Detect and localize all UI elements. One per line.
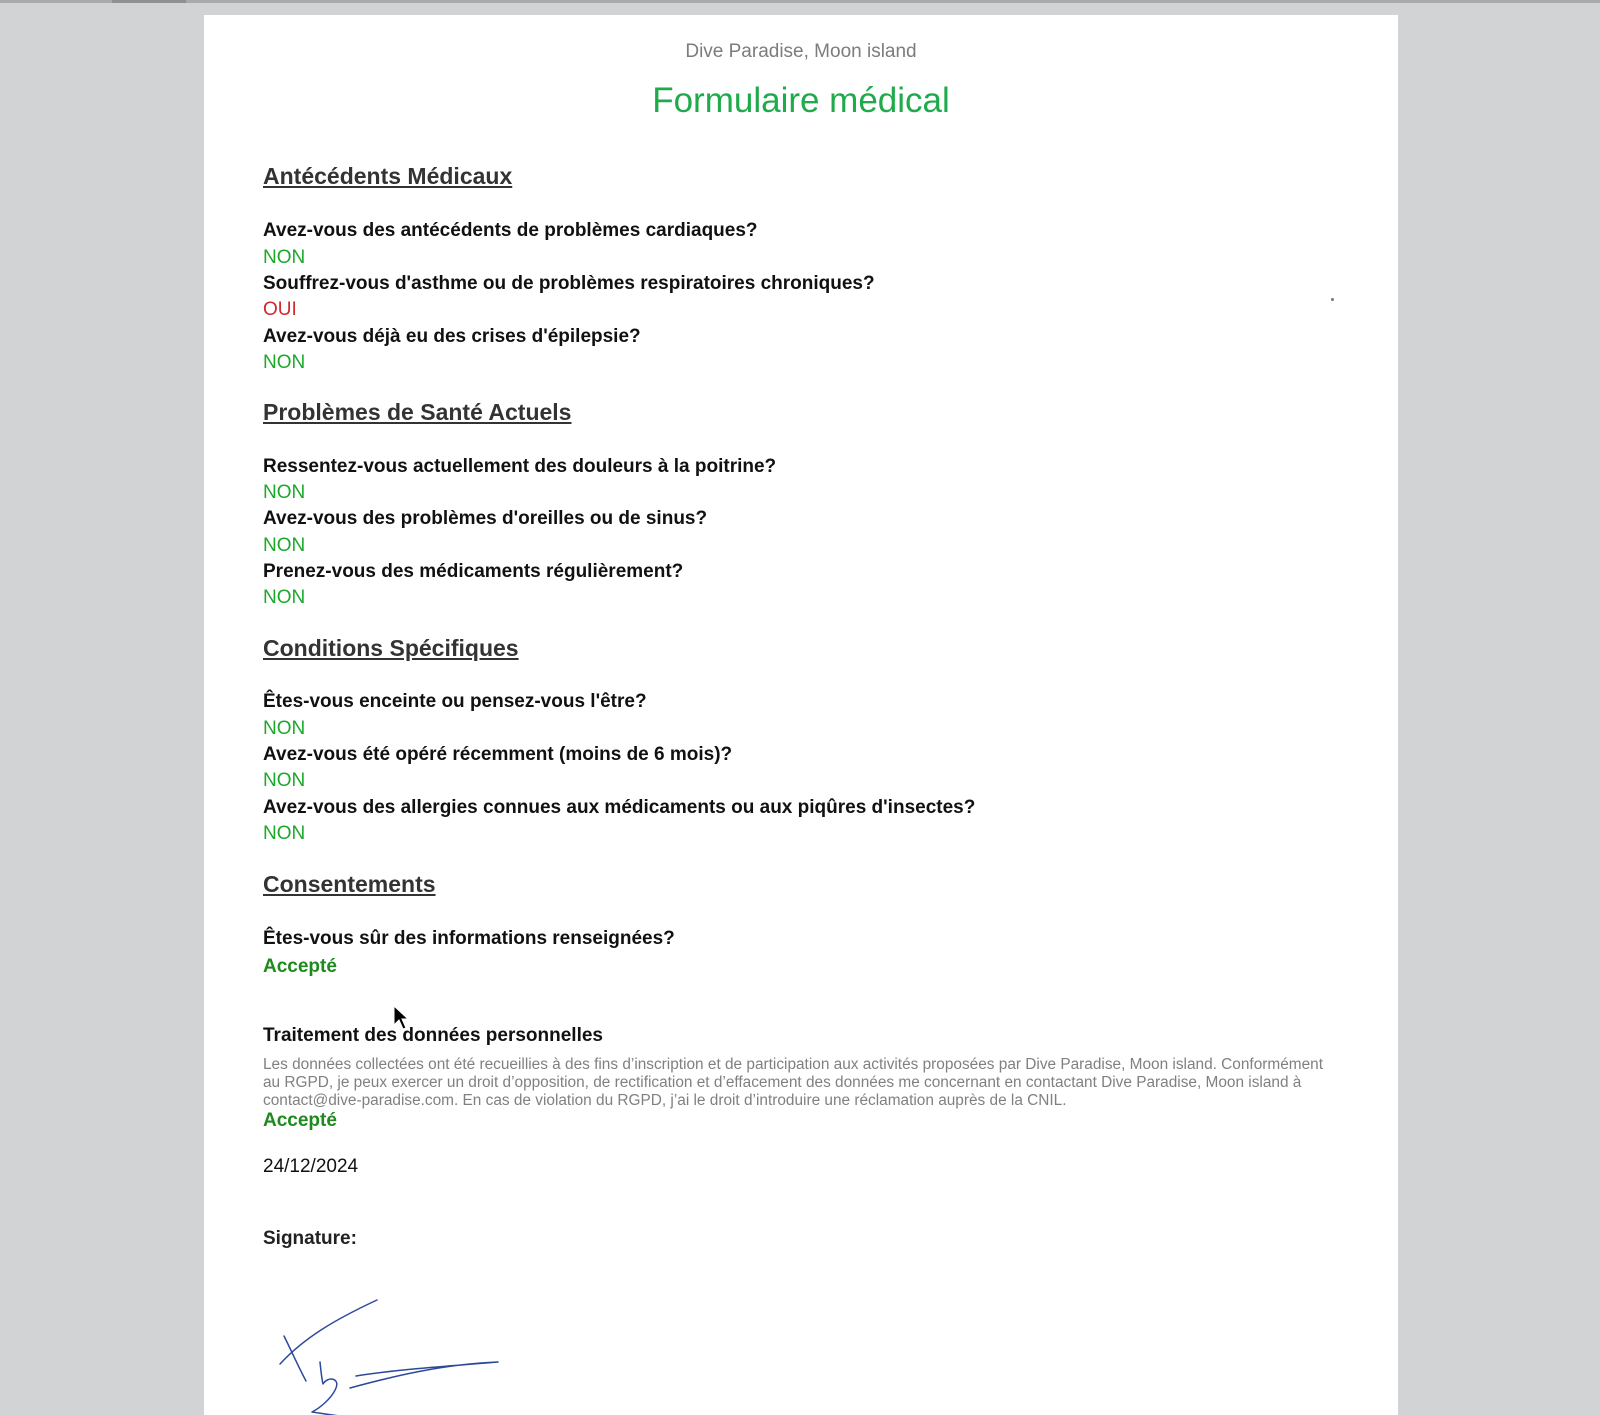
- question-asthma: Souffrez-vous d'asthme ou de problèmes respiratoires chroniques?: [263, 273, 875, 294]
- stray-dot: [1331, 298, 1334, 301]
- mouse-cursor-icon: [393, 1005, 409, 1031]
- question-cardiac: Avez-vous des antécédents de problèmes cardiaques?: [263, 220, 758, 241]
- status-info-accepted: Accepté: [263, 956, 337, 977]
- question-ears-sinus: Avez-vous des problèmes d'oreilles ou de sinus?: [263, 508, 708, 529]
- form-date: 24/12/2024: [263, 1156, 359, 1177]
- question-epilepsy: Avez-vous déjà eu des crises d'épilepsie?: [263, 326, 641, 347]
- answer-cardiac: NON: [263, 247, 306, 268]
- answer-medication: NON: [263, 587, 306, 608]
- signature-drawing: [264, 1280, 504, 1415]
- answer-chest-pain: NON: [263, 482, 306, 503]
- answer-asthma: OUI: [263, 299, 297, 320]
- question-pregnancy: Êtes-vous enceinte ou pensez-vous l'être?: [263, 691, 647, 712]
- question-surgery: Avez-vous été opéré récemment (moins de 6 mois)?: [263, 744, 733, 765]
- organization-name: Dive Paradise, Moon island: [685, 41, 917, 62]
- section-title-sante-actuels: Problèmes de Santé Actuels: [263, 399, 572, 425]
- browser-top-bar: [0, 0, 1600, 3]
- answer-pregnancy: NON: [263, 718, 306, 739]
- signature-label: Signature:: [263, 1228, 357, 1249]
- browser-tab[interactable]: [112, 0, 186, 3]
- status-data-accepted: Accepté: [263, 1110, 337, 1131]
- answer-allergies: NON: [263, 823, 306, 844]
- answer-surgery: NON: [263, 770, 306, 791]
- answer-ears-sinus: NON: [263, 535, 306, 556]
- question-info-confirm: Êtes-vous sûr des informations renseignées?: [263, 928, 675, 949]
- data-processing-text: Les données collectées ont été recueillies à des fins d’inscription et de participation aux activités proposées par Dive Paradise, Moon island. Conformément au RGPD, je peux exercer un droit d’opposition, de rectification et d’effacement des données me concernant en contactant Dive Paradise, Moon island à contact@dive-paradise.com. En cas de violation du RGPD, j’ai le droit d’introduire une réclamation auprès de la CNIL.: [263, 1056, 1323, 1109]
- section-title-conditions: Conditions Spécifiques: [263, 635, 519, 661]
- data-processing-title: Traitement des données personnelles: [263, 1025, 603, 1046]
- document-page: [204, 15, 1398, 1415]
- page-title: Formulaire médical: [652, 81, 950, 120]
- question-chest-pain: Ressentez-vous actuellement des douleurs à la poitrine?: [263, 456, 777, 477]
- section-title-antecedents: Antécédents Médicaux: [263, 163, 513, 189]
- question-medication: Prenez-vous des médicaments régulièrement?: [263, 561, 684, 582]
- answer-epilepsy: NON: [263, 352, 306, 373]
- section-title-consentements: Consentements: [263, 871, 436, 897]
- question-allergies: Avez-vous des allergies connues aux médicaments ou aux piqûres d'insectes?: [263, 797, 976, 818]
